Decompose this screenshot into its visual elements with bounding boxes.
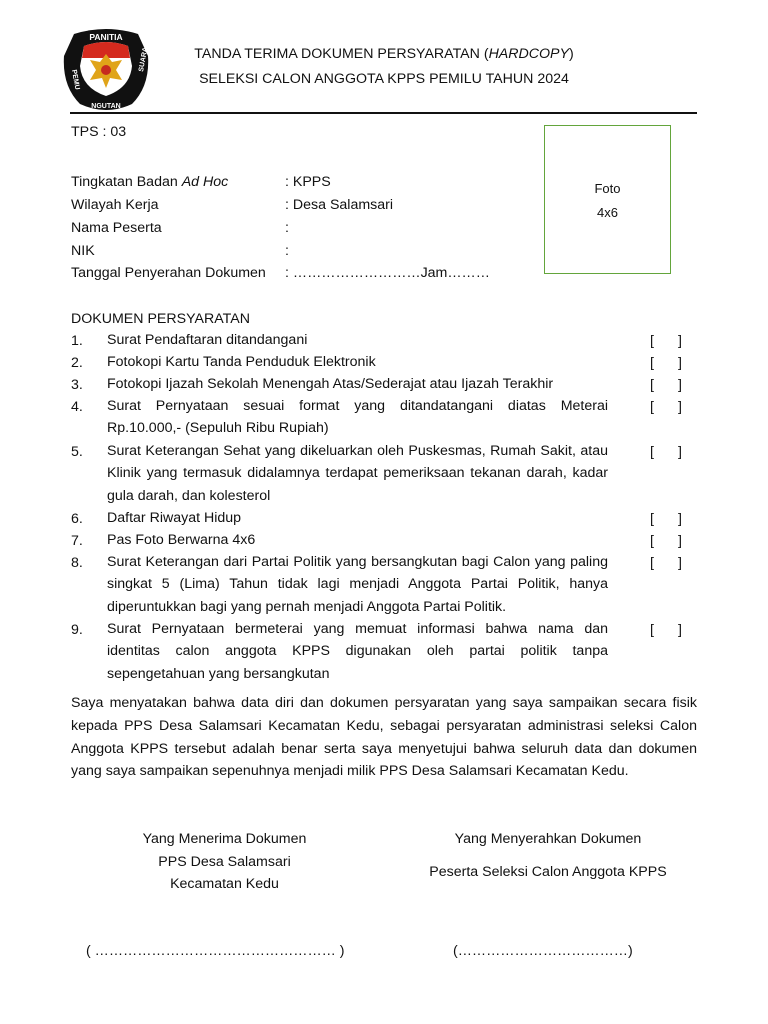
photo-placeholder-box xyxy=(544,125,671,274)
list-item-number: 9. xyxy=(71,622,83,638)
list-item-number: 3. xyxy=(71,377,83,393)
receiver-district: Kecamatan Kedu xyxy=(170,876,279,893)
receiver-signature-block xyxy=(112,828,337,896)
list-item-text: Daftar Riwayat Hidup xyxy=(107,510,242,526)
field-value-nik: : xyxy=(285,243,289,259)
document-title: TANDA TERIMA DOKUMEN PERSYARATAN (HARDCOPY) xyxy=(194,46,574,62)
list-item-text: Surat Pendaftaran ditandangani xyxy=(107,332,308,348)
list-item-text: Fotokopi Ijazah Sekolah Menengah Atas/Sederajat atau Ijazah Terakhir xyxy=(107,376,554,392)
list-item-text: Fotokopi Kartu Tanda Penduduk Elektronik xyxy=(107,354,376,370)
field-label-tingkatan: Tingkatan Badan Ad Hoc xyxy=(71,174,229,190)
submitter-signature-line[interactable]: (………………………………) xyxy=(453,943,633,959)
field-value-tanggal: : ………………………Jam……… xyxy=(285,265,490,281)
photo-size-label: 4x6 xyxy=(597,205,618,220)
field-label-nama: Nama Peserta xyxy=(71,220,162,236)
field-label-tanggal: Tanggal Penyerahan Dokumen xyxy=(71,265,266,281)
field-value-nama: : xyxy=(285,220,289,236)
documents-heading: DOKUMEN PERSYARATAN xyxy=(71,311,250,327)
document-subtitle: SELEKSI CALON ANGGOTA KPPS PEMILU TAHUN 2024 xyxy=(199,71,569,87)
list-item-text: Surat Keterangan dari Partai Politik yang bersangkutan bagi Calon yang paling singkat 5 (Lima) Tahun tidak lagi menjadi Anggota Partai Politik, hanya diperuntukkan bagi yang pernah menjadi Anggota Partai Politik. xyxy=(107,554,608,615)
field-value-wilayah: : Desa Salamsari xyxy=(285,197,394,213)
statement-paragraph: Saya menyatakan bahwa data diri dan dokumen persyaratan yang saya sampaikan secara fisik kepada PPS Desa Salamsari Kecamatan Kedu, sebagai persyaratan administrasi seleksi Calon Anggota KPPS tersebut adalah benar serta saya menyetujui bahwa seluruh data dan dokumen yang saya sampaikan sepenuhnya menjadi milik PPS Desa Salamsari Kecamatan Kedu. xyxy=(71,695,697,780)
receiver-signature-line[interactable]: ( …………………………………………… ) xyxy=(86,943,345,959)
header-divider xyxy=(70,112,697,114)
logo-left-text: PEMU xyxy=(70,69,81,91)
submitter-title: Yang Menyerahkan Dokumen xyxy=(454,831,642,847)
list-item-text: Surat Pernyataan bermeterai yang memuat informasi bahwa nama dan identitas calon anggota KPPS digunakan oleh partai politik tanpa sepengetahuan yang bersangkutan xyxy=(107,621,608,682)
list-item-number: 1. xyxy=(71,333,83,349)
tps-number: TPS : 03 xyxy=(71,124,127,140)
logo-top-text: PANITIA xyxy=(89,32,123,42)
field-label-wilayah: Wilayah Kerja xyxy=(71,197,159,213)
receiver-title: Yang Menerima Dokumen xyxy=(142,831,307,847)
receiver-org: PPS Desa Salamsari xyxy=(158,853,291,870)
list-item-number: 7. xyxy=(71,533,83,549)
list-item-number: 4. xyxy=(71,399,83,415)
list-item-number: 6. xyxy=(71,511,83,527)
photo-label: Foto xyxy=(594,181,621,196)
list-item-number: 8. xyxy=(71,555,83,571)
list-item-text: Pas Foto Berwarna 4x6 xyxy=(107,532,256,548)
submitter-role: Peserta Seleksi Calon Anggota KPPS xyxy=(429,863,667,880)
submitter-signature-block xyxy=(408,828,688,883)
list-item-number: 5. xyxy=(71,444,83,460)
list-item-text: Surat Keterangan Sehat yang dikeluarkan oleh Puskesmas, Rumah Sakit, atau Klinik yang termasuk didalamnya terdapat pemeriksaan tekanan darah, kadar gula darah, dan kolesterol xyxy=(107,443,608,504)
list-item-text: Surat Pernyataan sesuai format yang ditandatangani diatas Meterai Rp.10.000,- (Sepuluh Ribu Rupiah) xyxy=(107,398,608,437)
kpps-logo xyxy=(62,26,150,112)
logo-bottom-text: NGUTAN xyxy=(91,103,121,110)
field-value-tingkatan: : KPPS xyxy=(285,174,331,190)
field-label-nik: NIK xyxy=(71,243,95,259)
logo-emblem xyxy=(62,26,150,112)
logo-right-text: SUARA xyxy=(138,46,150,73)
list-item-number: 2. xyxy=(71,355,83,371)
